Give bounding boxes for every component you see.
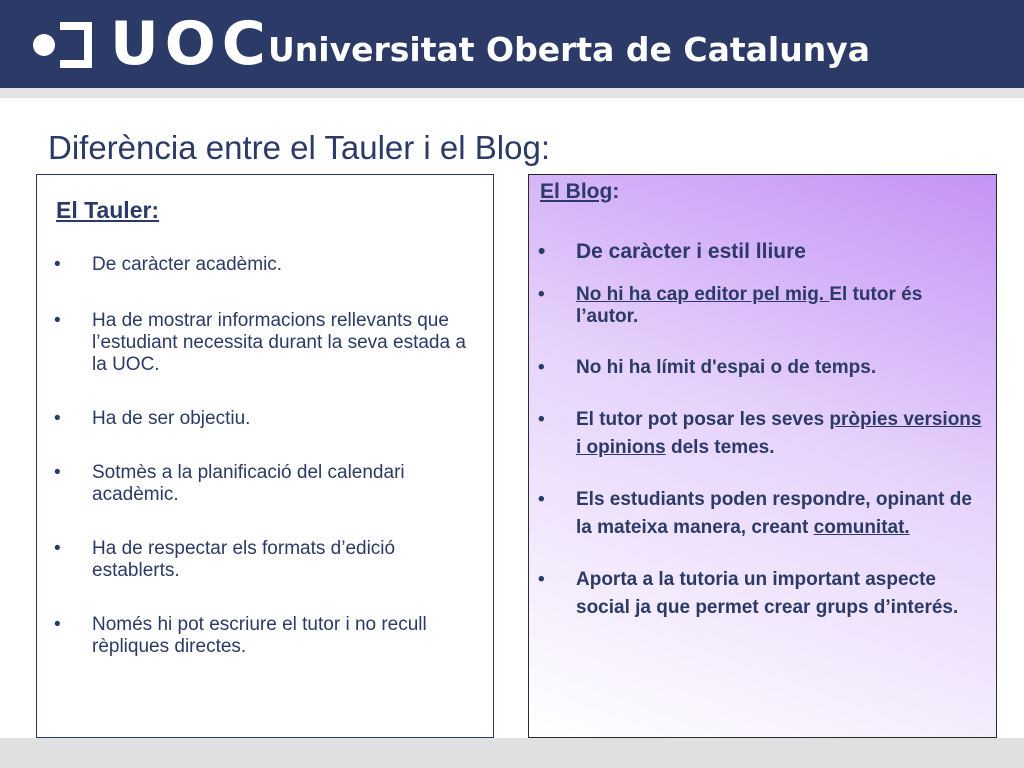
footer-bar: [0, 738, 1024, 768]
tauler-bullet-text: Només hi pot escriure el tutor i no recull rèpliques directes.: [92, 614, 427, 657]
list-item: [538, 566, 988, 622]
university-name: Universitat Oberta de Catalunya: [268, 30, 870, 69]
list-item: [54, 254, 484, 276]
tauler-bullet-text: Ha de respectar els formats d’edició establerts.: [92, 538, 396, 581]
uoc-logo-text: UOC: [110, 9, 272, 79]
blog-bullet-underlined: comunitat.: [813, 517, 910, 538]
tauler-bullet-list: [54, 254, 484, 658]
header-bar: [0, 0, 1024, 88]
list-item: [54, 408, 484, 430]
slide-title: Diferència entre el Tauler i el Blog:: [48, 129, 550, 166]
list-item: [538, 284, 988, 328]
bullet-icon: •: [54, 462, 61, 483]
blog-bullet-text: Els estudiants poden respondre, opinant de la mateixa manera, creant: [576, 489, 972, 538]
list-item: [538, 486, 988, 542]
bullet-icon: •: [54, 310, 61, 331]
tauler-bullet-text: De caràcter acadèmic.: [92, 254, 283, 275]
tauler-bullet-text: Ha de ser objectiu.: [92, 408, 251, 429]
uoc-logo-icon: [30, 18, 96, 72]
blog-bullet-text: De caràcter i estil lliure: [576, 240, 806, 263]
bullet-icon: •: [538, 569, 545, 590]
blog-bullet-text: El tutor pot posar les seves: [576, 409, 830, 430]
list-item: [54, 538, 484, 582]
blog-heading: [540, 178, 619, 206]
bullet-icon: •: [538, 240, 546, 263]
list-item: [54, 462, 484, 506]
tauler-bullet-text: Ha de mostrar informacions rellevants que l’estudiant necessita durant la seva estada a la UOC.: [92, 310, 466, 375]
bullet-icon: •: [54, 254, 61, 275]
bullet-icon: •: [538, 489, 545, 510]
blog-bullet-text: dels temes.: [665, 437, 775, 458]
tauler-heading: [56, 196, 159, 224]
list-item: [538, 354, 988, 382]
list-item: [538, 406, 988, 462]
bullet-icon: •: [538, 409, 545, 430]
blog-heading-text: El Blog: [540, 180, 613, 203]
bullet-icon: •: [54, 538, 61, 559]
list-item: [54, 614, 484, 658]
blog-heading-suffix: :: [612, 180, 620, 203]
blog-bullet-underlined: pròpies versions i opinions: [576, 409, 982, 458]
bullet-icon: •: [538, 284, 545, 305]
blog-bullet-text: El tutor és l’autor.: [576, 284, 923, 327]
tauler-bullet-text: Sotmès a la planificació del calendari acadèmic.: [92, 462, 405, 505]
bullet-icon: •: [538, 357, 545, 378]
list-item: [538, 238, 988, 266]
blog-bullet-text: No hi ha límit d'espai o de temps.: [576, 357, 877, 378]
tauler-heading-text: El Tauler:: [56, 197, 160, 223]
blog-bullet-list: [538, 238, 988, 622]
bullet-icon: •: [54, 614, 61, 635]
header-divider: [0, 88, 1024, 98]
blog-bullet-text: Aporta a la tutoria un important aspecte social ja que permet crear grups d’interés.: [576, 569, 959, 618]
blog-bullet-underlined: No hi ha cap editor pel mig.: [576, 284, 830, 305]
bullet-icon: •: [54, 408, 61, 429]
list-item: [54, 310, 484, 376]
